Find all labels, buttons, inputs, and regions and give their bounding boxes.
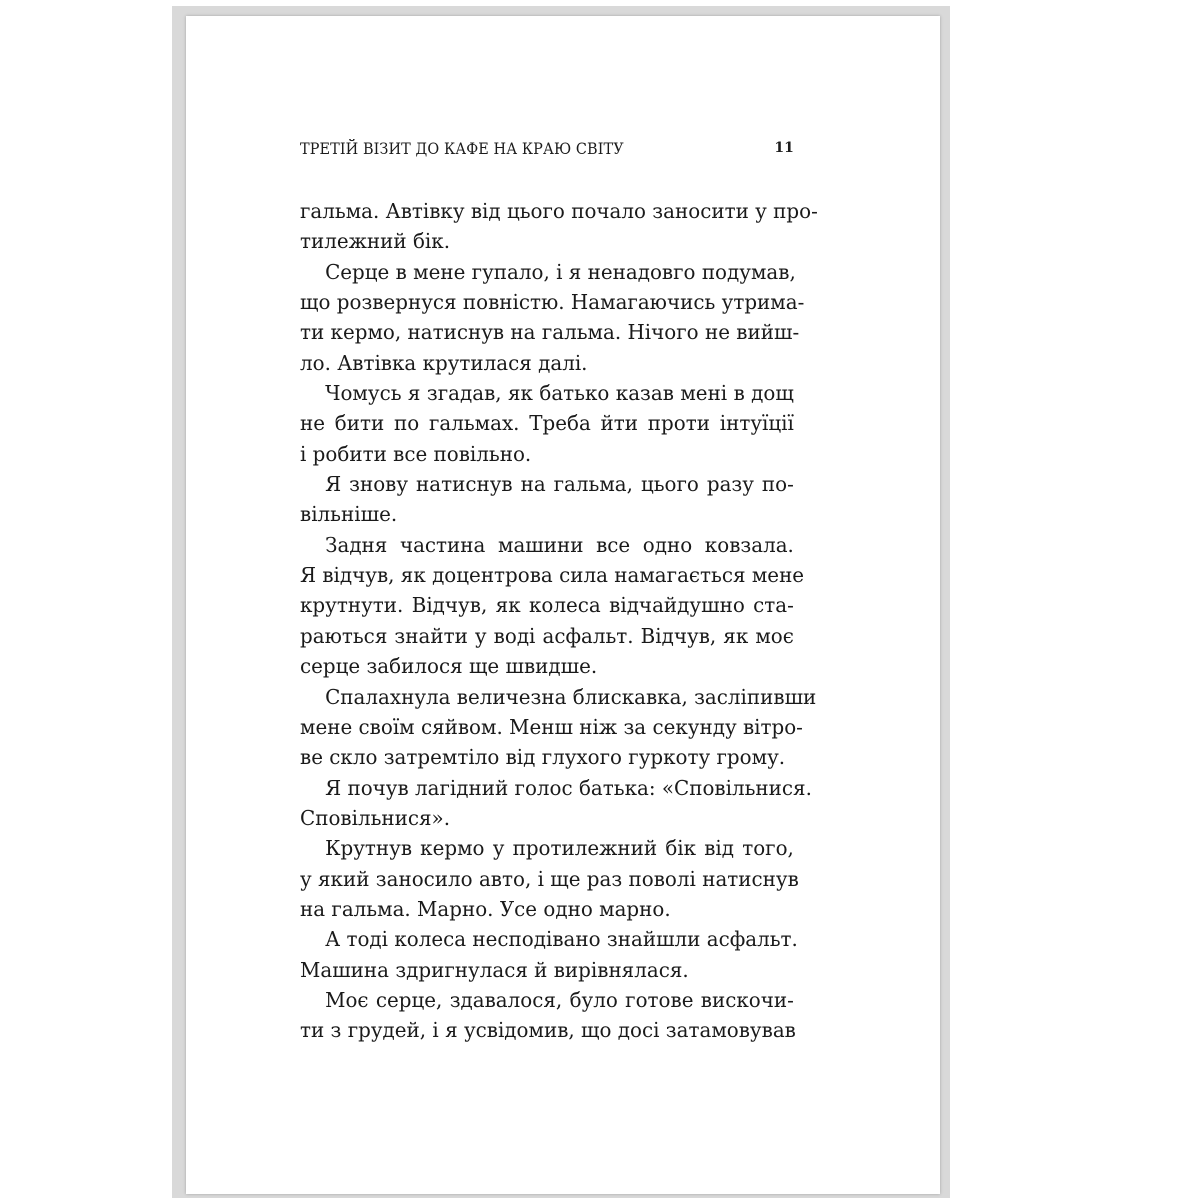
text-line: у який заносило авто, і ще раз поволі натиснув [300, 866, 799, 891]
text-line: що розвернуся повністю. Намагаючись утрима- [300, 290, 805, 315]
text-line: вільніше. [300, 502, 398, 527]
text-line: не бити по гальмах. Треба йти проти інтуїції [300, 411, 794, 436]
text-line: Я знову натиснув на гальма, цього разу по- [325, 472, 794, 497]
text-line: Серце в мене гупало, і я ненадовго подумав, [325, 259, 796, 284]
text-line: ве скло затремтіло від глухого гуркоту грому. [300, 745, 786, 770]
text-line: на гальма. Марно. Усе одно марно. [300, 896, 671, 921]
text-line: Спалахнула величезна блискавка, засліпивши [325, 684, 817, 709]
text-line: Я відчув, як доцентрова сила намагається мене [300, 563, 805, 588]
text-line: Сповільнися». [300, 805, 451, 830]
text-line: А тоді колеса несподівано знайшли асфальт. [325, 927, 798, 952]
text-line: Машина здригнулася й вирівнялася. [300, 957, 689, 982]
text-line: гальма. Автівку від цього почало заносити у про- [300, 199, 818, 223]
text-line: Моє серце, здавалося, було готове вискочи- [325, 987, 794, 1012]
text-line: серце забилося ще швидше. [300, 654, 598, 679]
page-number: 11 [774, 140, 794, 156]
book-page [186, 16, 940, 1194]
text-line: Задня частина машини все одно ковзала. [325, 532, 794, 557]
text-line: ти з грудей, і я усвідомив, що досі затамовував [300, 1018, 796, 1043]
body-text [300, 196, 818, 1046]
text-line: і робити все повільно. [300, 441, 532, 466]
text-line: ло. Автівка крутилася далі. [300, 350, 588, 375]
running-title: ТРЕТІЙ ВІЗИТ ДО КАФЕ НА КРАЮ СВІТУ [300, 140, 624, 158]
text-line: мене своїм сяйвом. Менш ніж за секунду вітро- [300, 714, 803, 739]
text-line: ти кермо, натиснув на гальма. Нічого не вийш- [300, 320, 800, 345]
text-line: Я почув лагідний голос батька: «Сповільнися. [325, 775, 812, 800]
text-line: тилежний бік. [300, 229, 451, 254]
text-line: Чомусь я згадав, як батько казав мені в дощ [325, 381, 794, 406]
text-line: крутнути. Відчув, як колеса відчайдушно ста- [300, 593, 794, 618]
text-line: Крутнув кермо у протилежний бік від того, [325, 836, 794, 861]
text-line: раються знайти у воді асфальт. Відчув, як моє [300, 623, 794, 648]
